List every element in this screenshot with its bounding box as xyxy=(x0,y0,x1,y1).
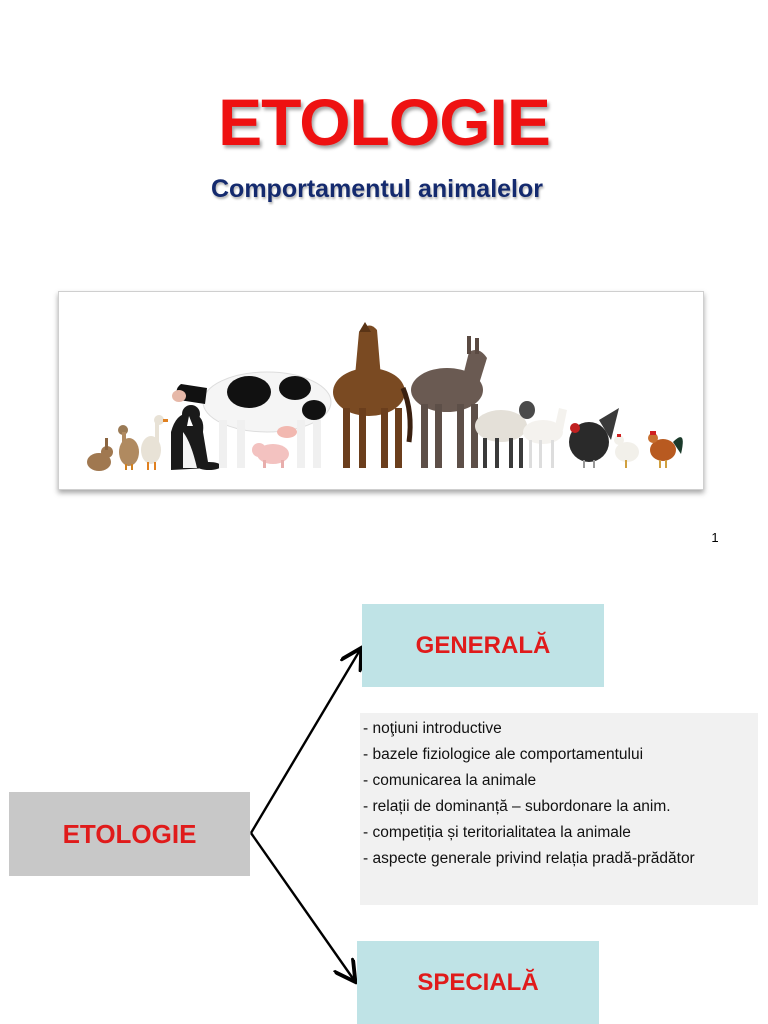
generala-label: GENERALĂ xyxy=(415,631,551,659)
etologie-root-label: ETOLOGIE xyxy=(62,818,197,849)
page-title: ETOLOGIE xyxy=(218,85,550,159)
etologie-root-box xyxy=(9,792,250,876)
list-item: - aspecte generale privind relația pradă-prădător xyxy=(363,850,695,867)
general-topics-list xyxy=(360,713,758,872)
list-item: - noţiuni introductive xyxy=(363,720,502,737)
page-subtitle: Comportamentul animalelor xyxy=(211,175,543,203)
list-item: - relații de dominanță – subordonare la anim. xyxy=(363,798,671,815)
arrow-to-speciala xyxy=(251,833,354,980)
arrow-to-generala xyxy=(251,650,360,833)
generala-box xyxy=(362,604,604,687)
list-item: - bazele fiziologice ale comportamentului xyxy=(363,746,644,763)
list-item: - comunicarea la animale xyxy=(363,772,537,789)
list-item: - competiția și teritorialitatea la animale xyxy=(363,824,631,841)
speciala-label: SPECIALĂ xyxy=(417,968,539,996)
speciala-box xyxy=(357,941,599,1024)
general-topics-box xyxy=(360,713,758,905)
page-number: 1 xyxy=(711,530,719,545)
